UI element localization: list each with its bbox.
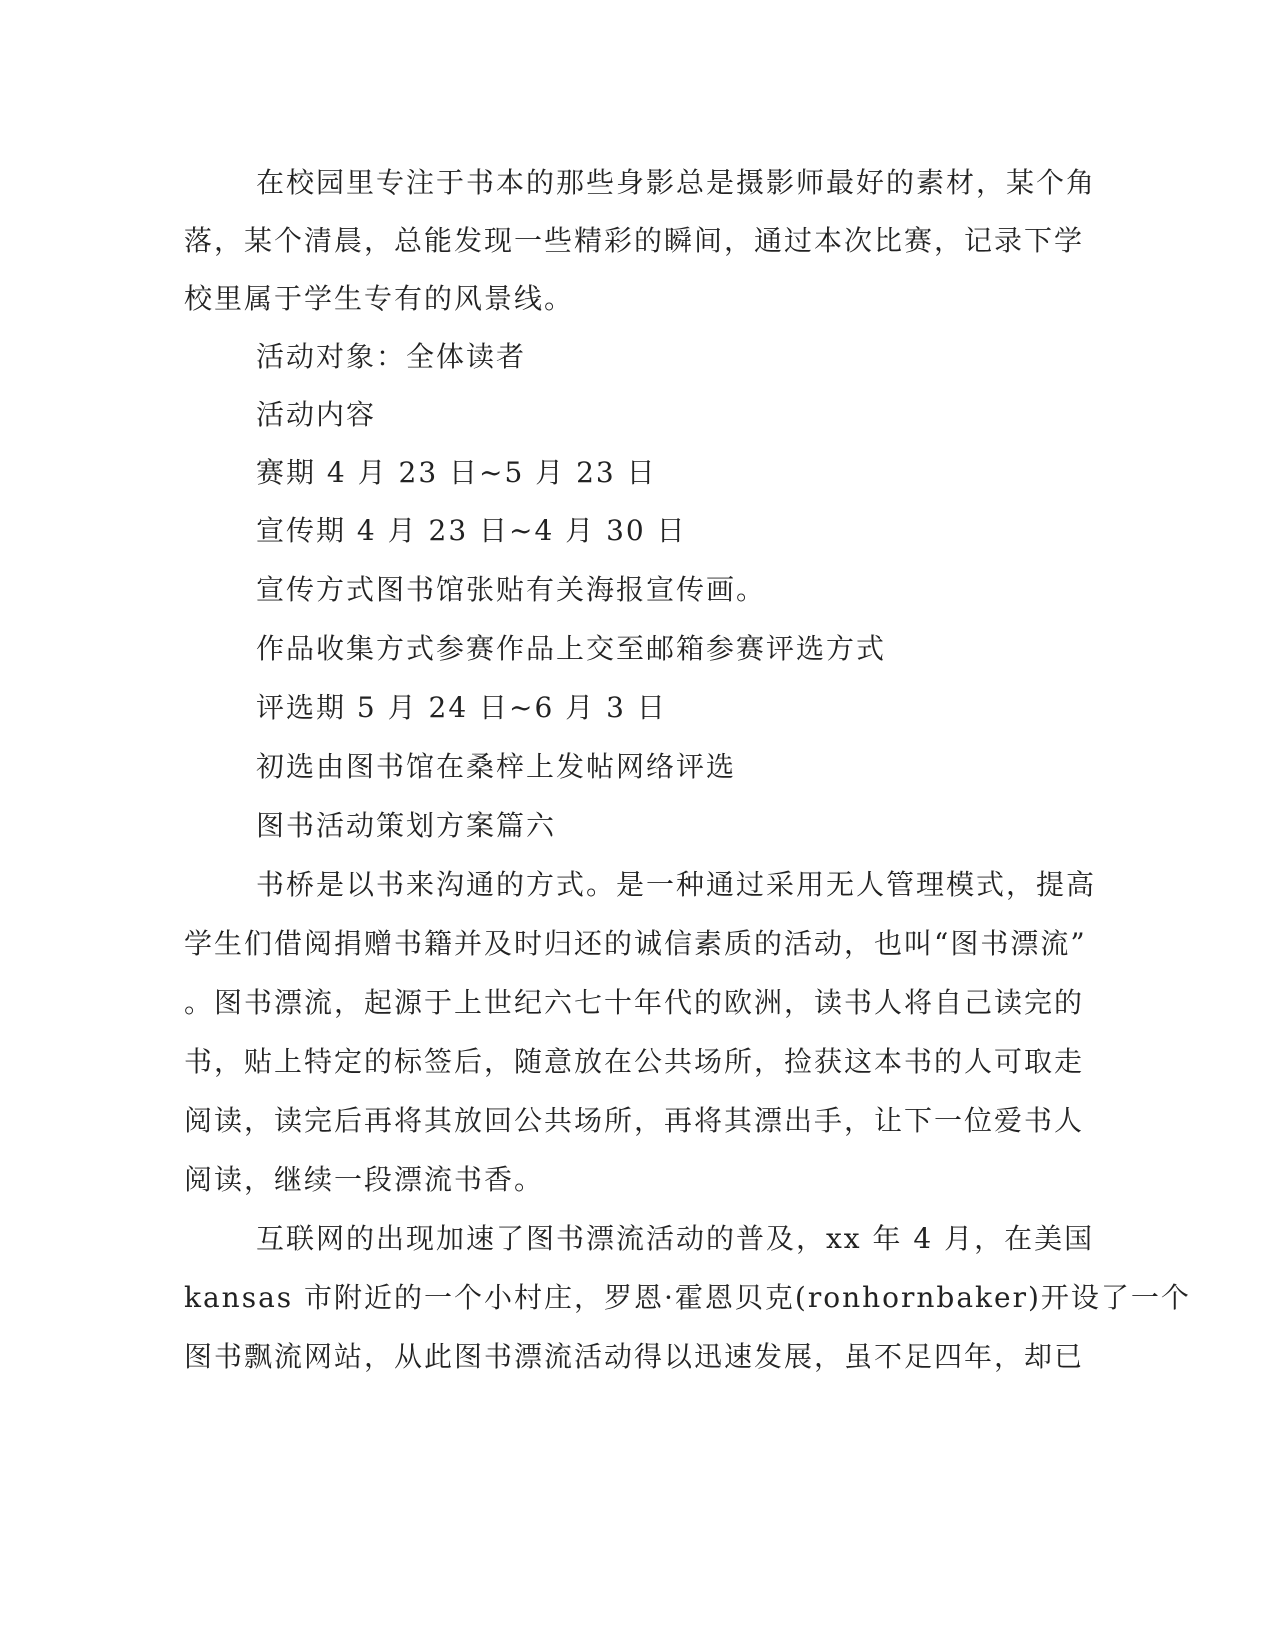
paragraph-line: 书，贴上特定的标签后，随意放在公共场所，捡获这本书的人可取走 — [184, 1045, 1085, 1078]
paragraph-line: 阅读，读完后再将其放回公共场所，再将其漂出手，让下一位爱书人 — [184, 1104, 1085, 1137]
paragraph-line: 在校园里专注于书本的那些身影总是摄影师最好的素材，某个角 — [256, 166, 1097, 199]
paragraph-line: 阅读，继续一段漂流书香。 — [184, 1163, 545, 1196]
paragraph-line: 赛期 4 月 23 日~5 月 23 日 — [256, 456, 657, 489]
paragraph-line: 初选由图书馆在桑梓上发帖网络评选 — [256, 750, 737, 783]
paragraph-line: 宣传期 4 月 23 日~4 月 30 日 — [256, 514, 687, 547]
paragraph-line: 活动对象：全体读者 — [256, 340, 527, 373]
paragraph-line: 。图书漂流，起源于上世纪六七十年代的欧洲，读书人将自己读完的 — [184, 986, 1085, 1019]
section-heading: 图书活动策划方案篇六 — [256, 809, 557, 842]
paragraph-line: 作品收集方式参赛作品上交至邮箱参赛评选方式 — [256, 632, 887, 665]
paragraph-line: 互联网的出现加速了图书漂流活动的普及，xx 年 4 月，在美国 — [256, 1222, 1095, 1255]
paragraph-line: kansas 市附近的一个小村庄，罗恩·霍恩贝克(ronhornbaker)开设了一个 — [184, 1281, 1191, 1314]
paragraph-line: 落，某个清晨，总能发现一些精彩的瞬间，通过本次比赛，记录下学 — [184, 224, 1085, 257]
paragraph-line: 学生们借阅捐赠书籍并及时归还的诚信素质的活动，也叫“图书漂流” — [184, 927, 1087, 960]
paragraph-line: 活动内容 — [256, 398, 377, 431]
paragraph-line: 评选期 5 月 24 日~6 月 3 日 — [256, 691, 667, 724]
paragraph-line: 图书飘流网站，从此图书漂流活动得以迅速发展，虽不足四年，却已 — [184, 1340, 1085, 1373]
paragraph-line: 书桥是以书来沟通的方式。是一种通过采用无人管理模式，提高 — [256, 868, 1097, 901]
paragraph-line: 宣传方式图书馆张贴有关海报宣传画。 — [256, 573, 767, 606]
paragraph-line: 校里属于学生专有的风景线。 — [184, 282, 575, 315]
